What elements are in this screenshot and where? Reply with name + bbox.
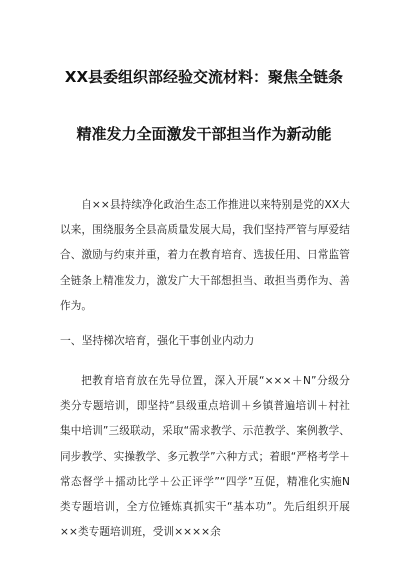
section-1-paragraph: 把教育培育放在先导位置，深入开展“×××＋N”分级分类分专题培训，即坚持“县级重点培训＋乡镇普遍培训＋村社集中培训”三级联动，采取“需求教学、示范教学、案例教学、同步教学、实操教学、多元教学”六种方式；着眼“严格考学＋常态督学＋擂动比学＋公正评学”“四学”互促，精准化实施N类专题培训，全方位锤炼真抓实干“基本功”。先后组织开展××类专题培训班，受训××××余 <box>60 375 350 539</box>
section-1-heading: 一、坚持梯次培育，强化干事创业内动力 <box>60 334 255 347</box>
document-title-line-2: 精准发力全面激发干部担当作为新动能 <box>76 125 332 143</box>
document-title-line-1: XX县委组织部经验交流材料：聚焦全链条 <box>64 68 344 86</box>
intro-paragraph: 自××县持续净化政治生态工作推进以来特别是党的XX大以来，围绕服务全县高质量发展大局，我们坚持严管与厚爱结合、激励与约束并重，着力在教育培育、选拔任用、日常监管全链条上精准发力，激发广大干部想担当、敢担当勇作为、善作为。 <box>60 199 350 312</box>
